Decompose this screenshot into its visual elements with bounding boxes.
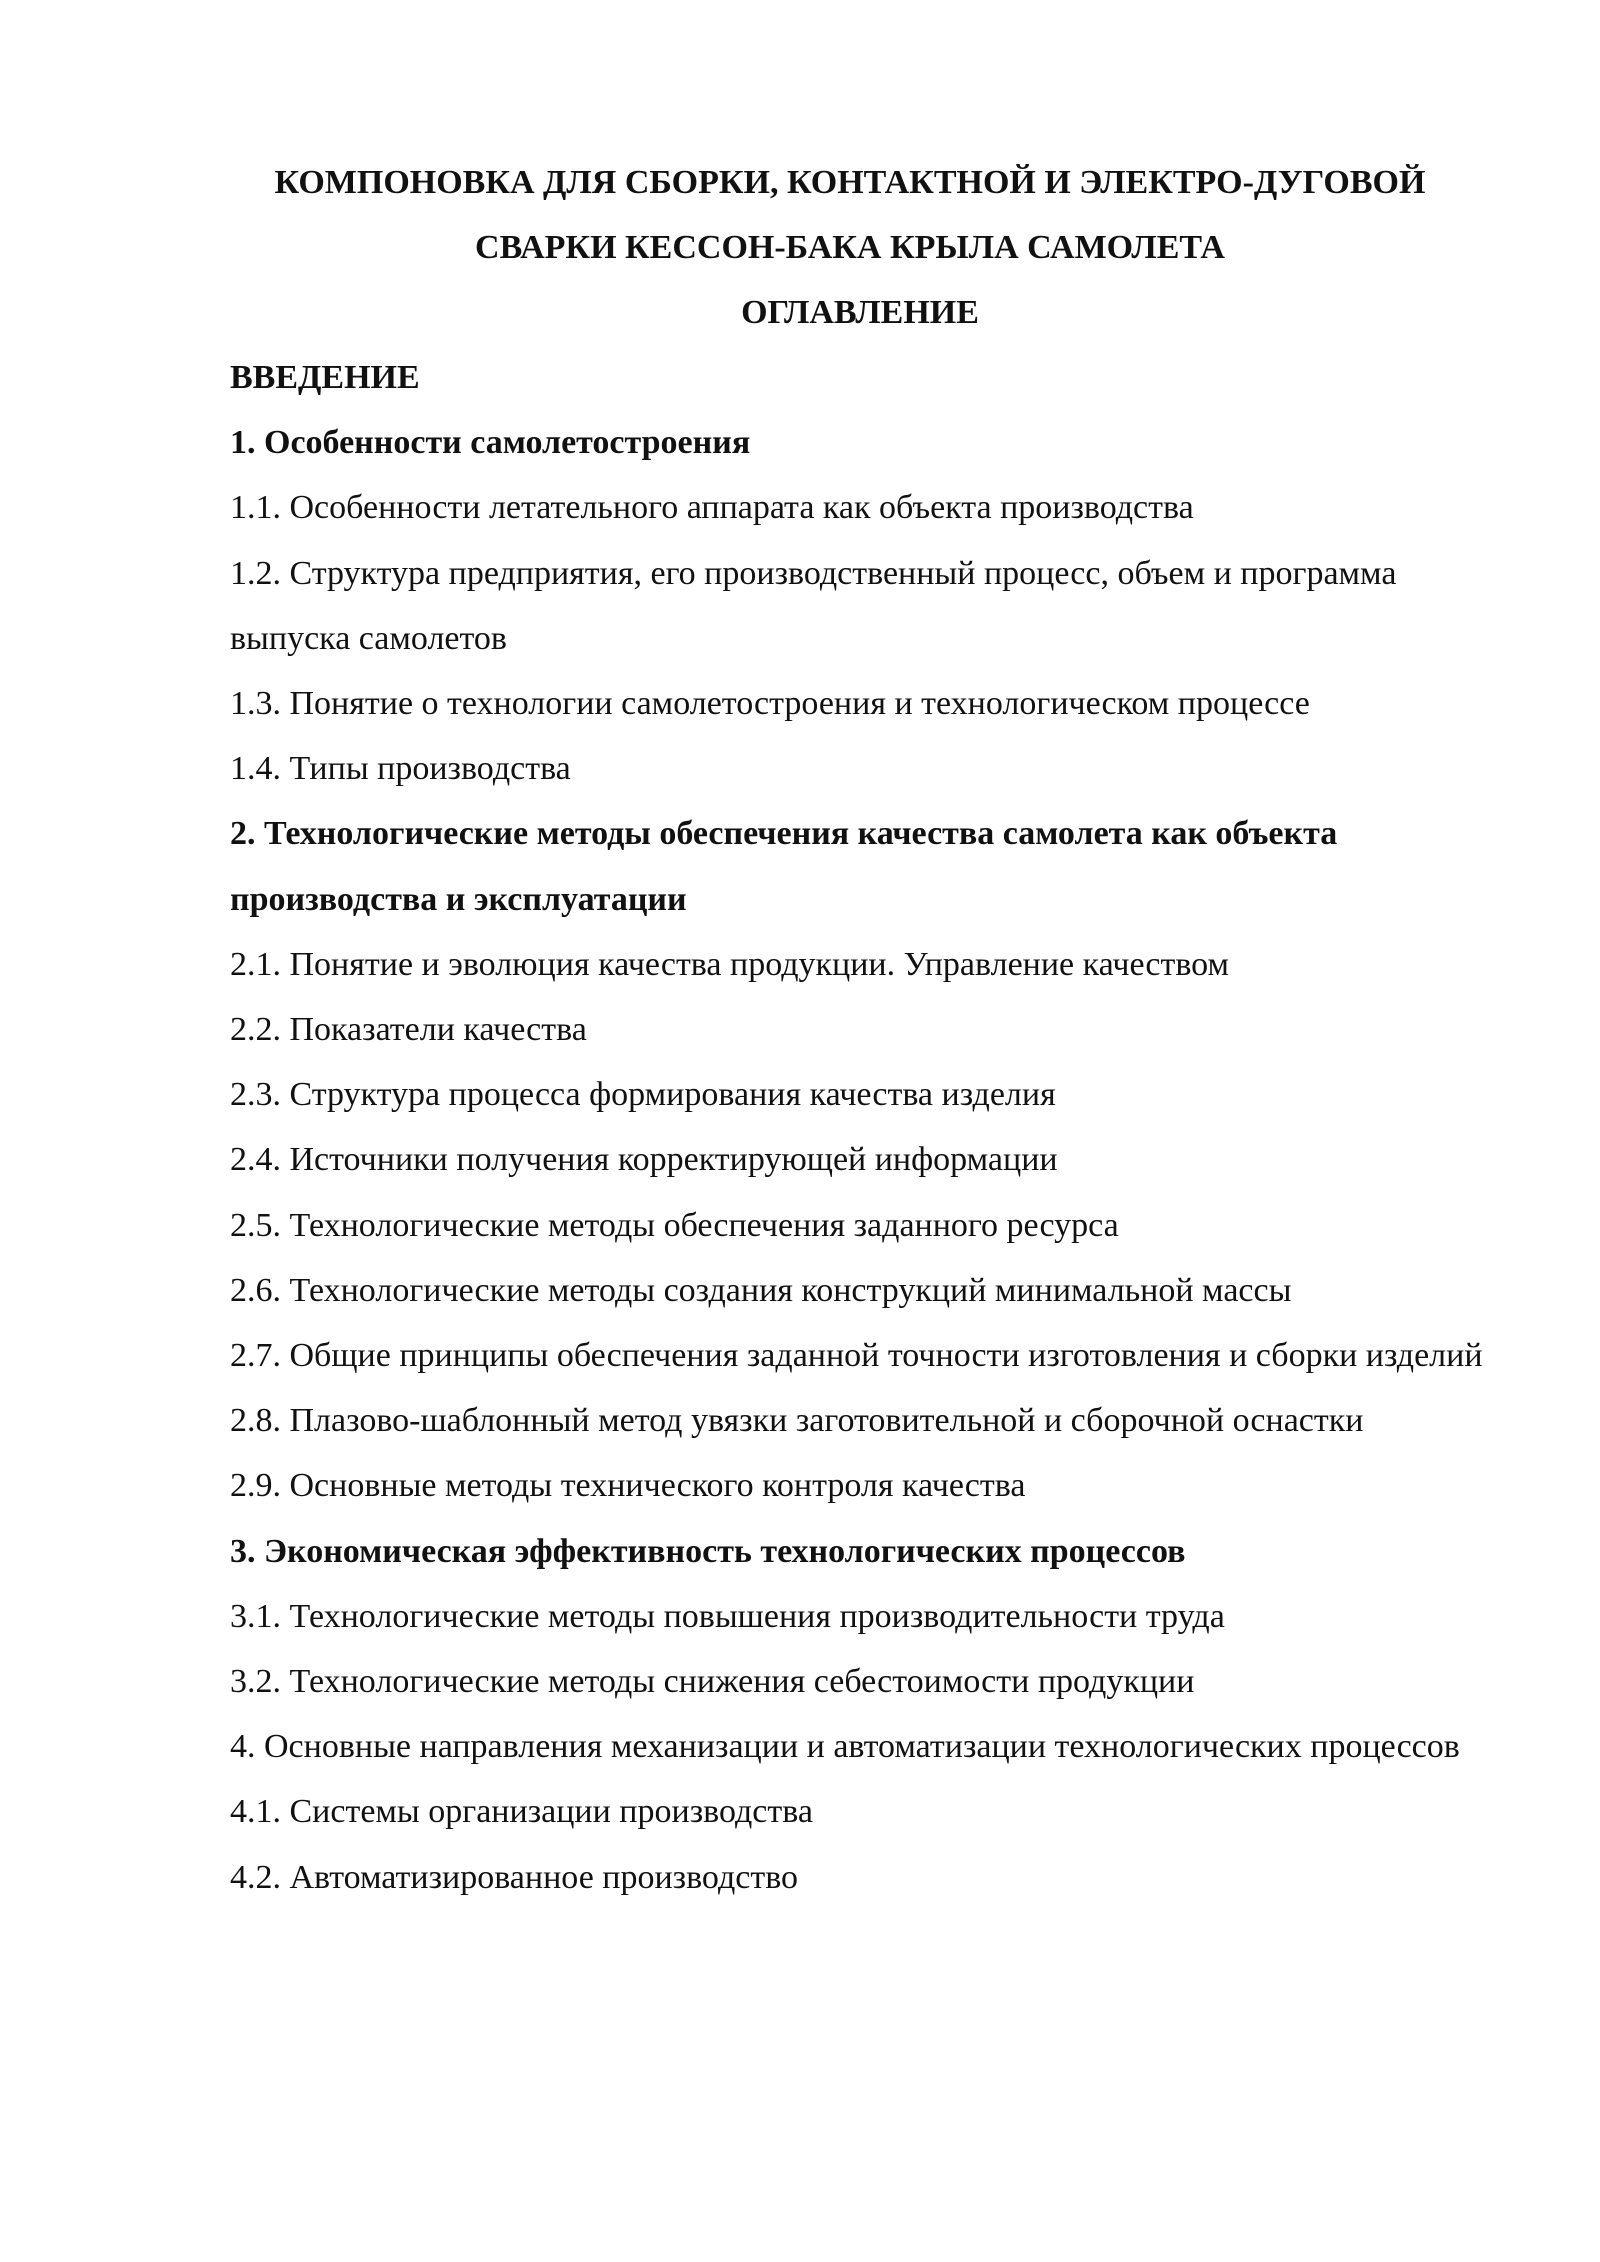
toc-item: 4.1. Системы организации производства <box>230 1793 813 1831</box>
toc-item: 1.4. Типы производства <box>230 750 571 788</box>
toc-item: 2.3. Структура процесса формирования качества изделия <box>230 1076 1056 1114</box>
toc-item: 2.4. Источники получения корректирующей информации <box>230 1141 1058 1179</box>
toc-item: 2.2. Показатели качества <box>230 1011 587 1049</box>
toc-item: 1.1. Особенности летательного аппарата как объекта производства <box>230 489 1194 527</box>
toc-item: 2.5. Технологические методы обеспечения заданного ресурса <box>230 1206 1119 1244</box>
toc-item: 3.1. Технологические методы повышения производительности труда <box>230 1597 1225 1635</box>
toc-item: 1.3. Понятие о технологии самолетостроения и технологическом процессе <box>230 685 1310 723</box>
toc-item: 2.1. Понятие и эволюция качества продукции. Управление качеством <box>230 945 1230 983</box>
toc-item: 1.2. Структура предприятия, его производственный процесс, объем и программа выпуска самолетов <box>230 554 1397 657</box>
toc-item: 2. Технологические методы обеспечения качества самолета как объекта производства и эксплуатации <box>230 815 1338 918</box>
toc-item: 4. Основные направления механизации и автоматизации технологических процессов <box>230 1728 1460 1766</box>
toc-item: 2.9. Основные методы технического контроля качества <box>230 1467 1026 1505</box>
toc-item: 2.8. Плазово-шаблонный метод увязки заготовительной и сборочной оснастки <box>230 1402 1364 1440</box>
toc-item: 1. Особенности самолетостроения <box>230 424 751 462</box>
toc-item: 4.2. Автоматизированное производство <box>230 1858 799 1896</box>
toc-heading: ОГЛАВЛЕНИЕ <box>741 294 979 331</box>
toc-item: 3.2. Технологические методы снижения себестоимости продукции <box>230 1663 1195 1701</box>
table-of-contents <box>230 345 1510 1910</box>
toc-item: 2.6. Технологические методы создания конструкций минимальной массы <box>230 1271 1292 1309</box>
toc-item: 2.7. Общие принципы обеспечения заданной точности изготовления и сборки изделий <box>230 1337 1483 1375</box>
toc-item: 3. Экономическая эффективность технологических процессов <box>230 1532 1186 1570</box>
document-title: КОМПОНОВКА ДЛЯ СБОРКИ, КОНТАКТНОЙ И ЭЛЕКТРО-ДУГОВОЙ СВАРКИ КЕССОН-БАКА КРЫЛА САМОЛЕТА <box>274 164 1426 266</box>
toc-item: ВВЕДЕНИЕ <box>230 359 420 396</box>
